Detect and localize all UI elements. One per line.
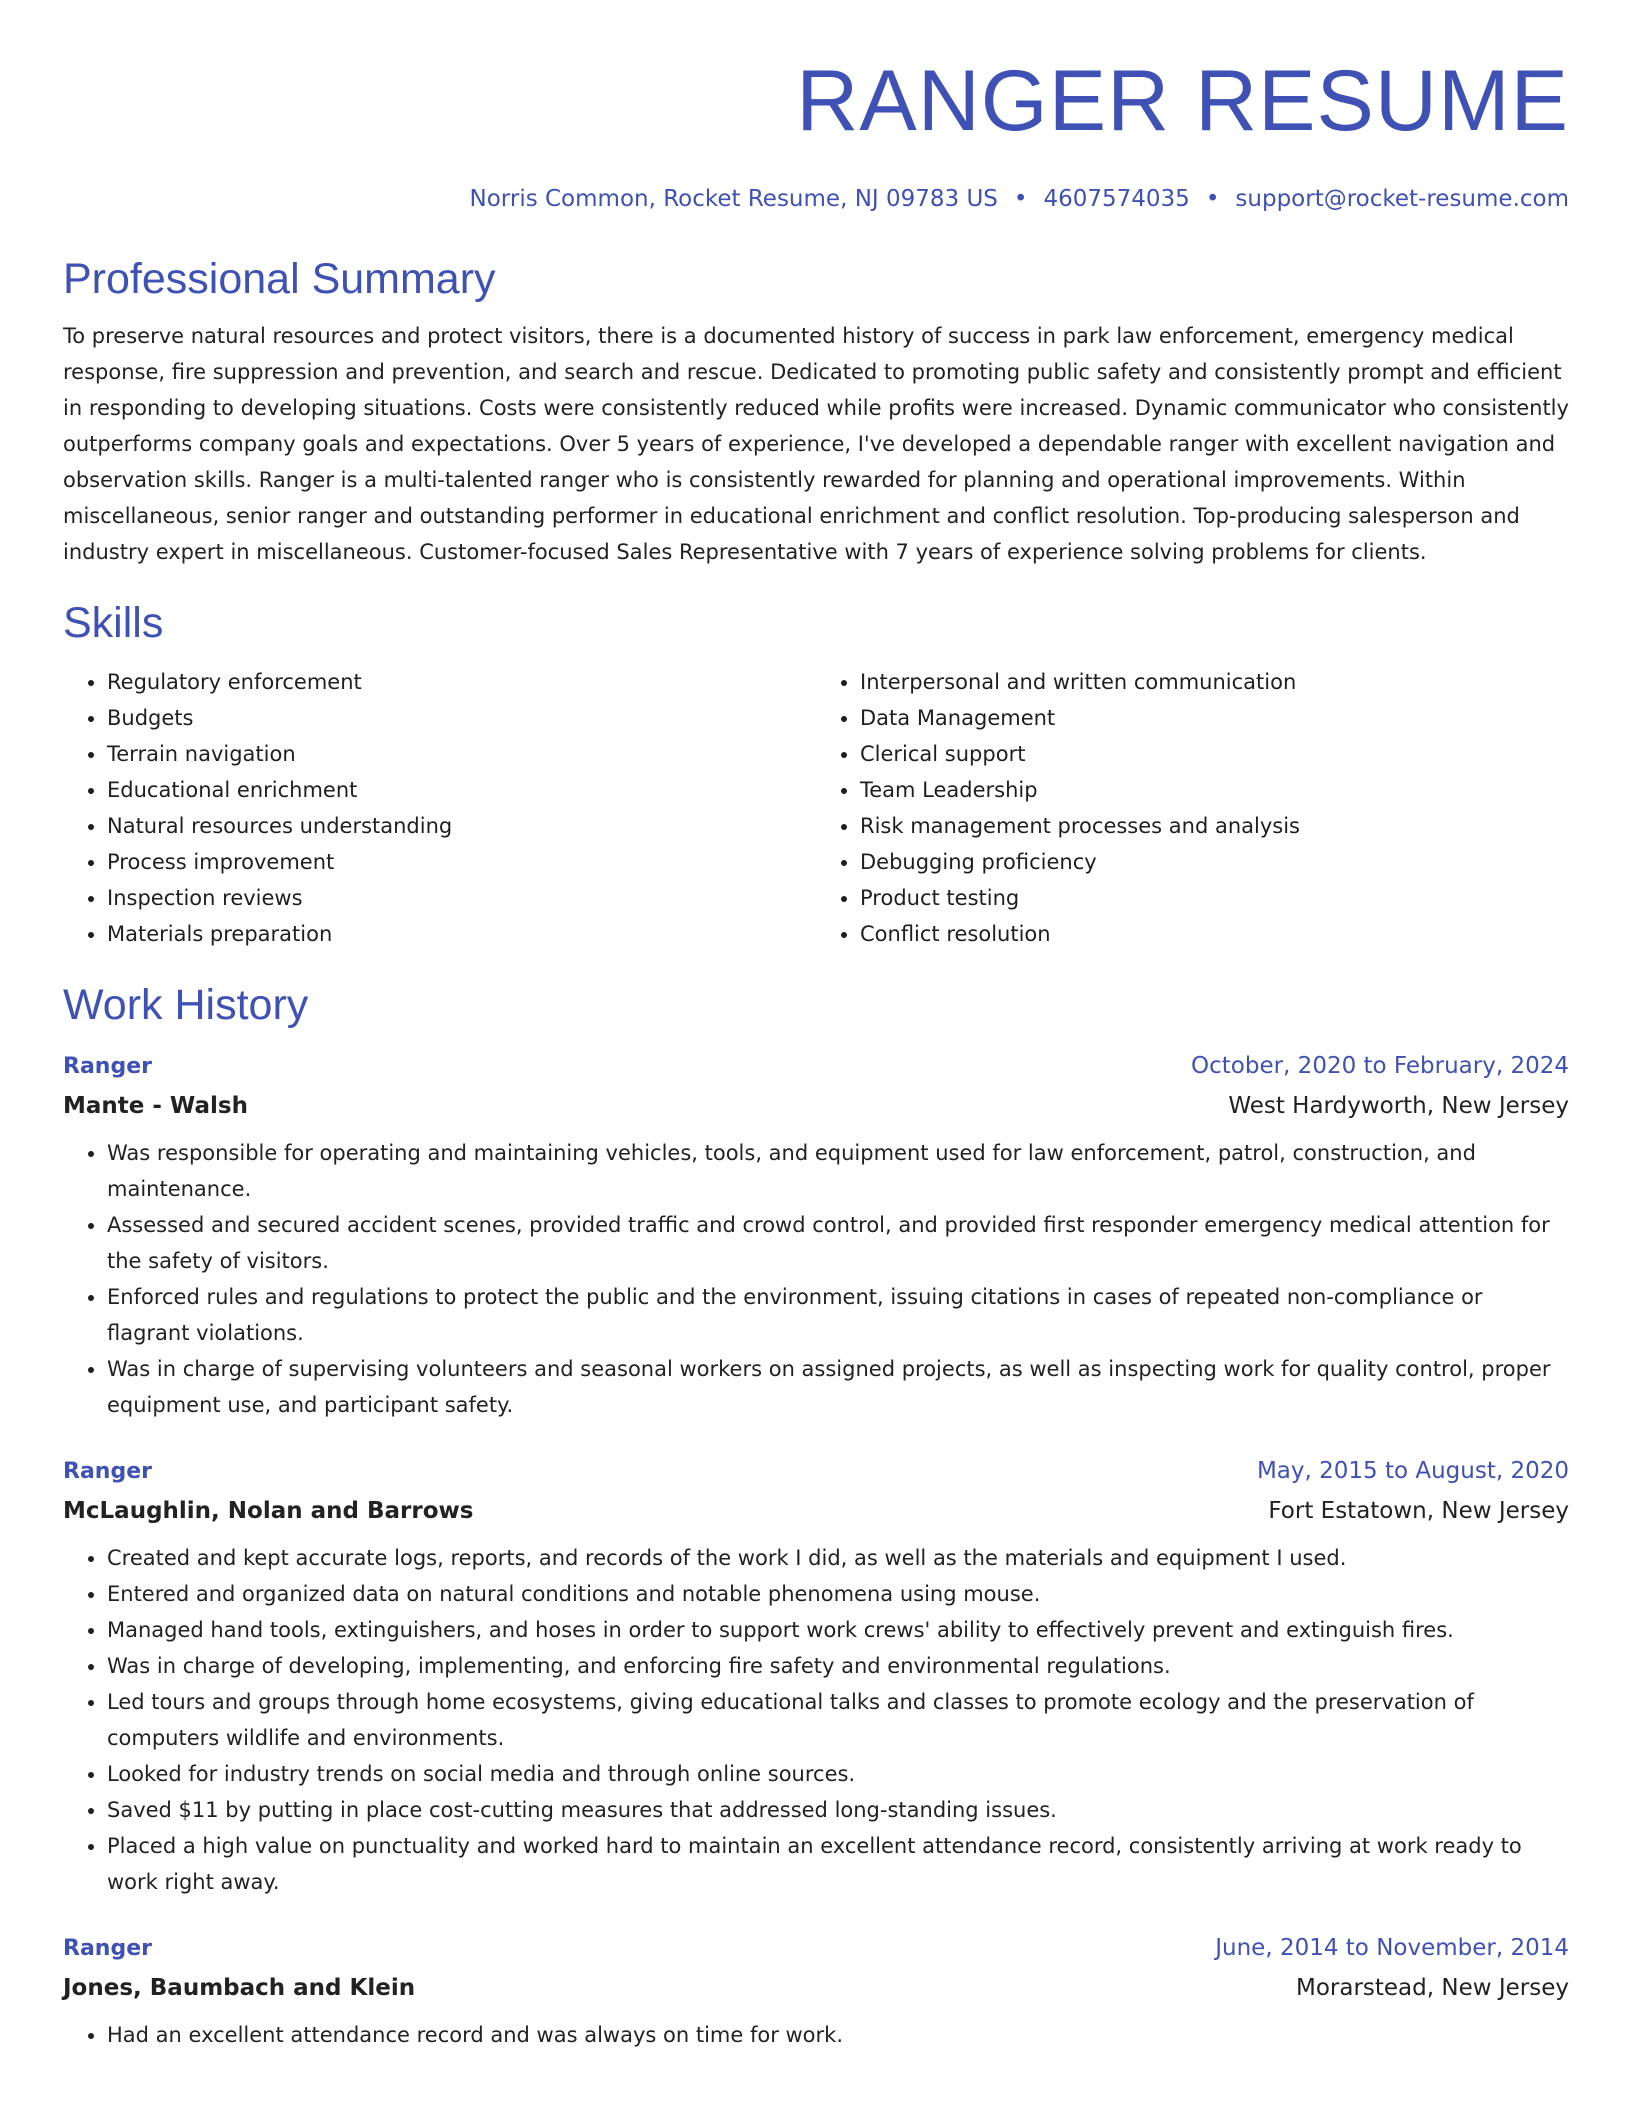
job-company-row	[63, 1490, 1569, 1532]
job-company-row	[63, 1967, 1569, 2009]
job-title: Ranger	[63, 1936, 152, 1961]
skill-item: • Team Leadership	[860, 772, 1569, 808]
job-bullet: • Placed a high value on punctuality and worked hard to maintain an excellent attendance record, consistently arriving at work ready to work right away.	[107, 1828, 1569, 1900]
resume-name: RANGER RESUME	[796, 53, 1569, 149]
contact-separator: •	[1205, 186, 1220, 212]
skill-item: • Process improvement	[107, 844, 816, 880]
job-bullets	[63, 1540, 1569, 1900]
job-bullet: • Assessed and secured accident scenes, provided traffic and crowd control, and provided first responder emergency medical attention for the safety of visitors.	[107, 1207, 1569, 1279]
skill-item: • Budgets	[107, 700, 816, 736]
skill-item: • Conflict resolution	[860, 916, 1569, 952]
job-title-row	[63, 1453, 1569, 1490]
job-dates: October, 2020 to February, 2024	[1191, 1053, 1569, 1079]
resume-header	[63, 52, 1569, 214]
skill-item: • Debugging proficiency	[860, 844, 1569, 880]
skill-item: • Risk management processes and analysis	[860, 808, 1569, 844]
job-dates: May, 2015 to August, 2020	[1256, 1458, 1569, 1484]
summary-heading: Professional Summary	[63, 255, 496, 303]
job-bullet: • Saved $11 by putting in place cost-cutting measures that addressed long-standing issues.	[107, 1792, 1569, 1828]
job-company-row	[63, 1085, 1569, 1127]
job-bullet: • Led tours and groups through home ecosystems, giving educational talks and classes to promote ecology and the preservation of computers wildlife and environments.	[107, 1684, 1569, 1756]
skill-item: • Interpersonal and written communication	[860, 664, 1569, 700]
job-bullets	[63, 1135, 1569, 1423]
skill-item: • Inspection reviews	[107, 880, 816, 916]
job-bullet: • Entered and organized data on natural conditions and notable phenomena using mouse.	[107, 1576, 1569, 1612]
skill-item: • Educational enrichment	[107, 772, 816, 808]
contact-address: Norris Common, Rocket Resume, NJ 09783 US	[469, 186, 998, 212]
job-location: Fort Estatown, New Jersey	[1268, 1498, 1569, 1524]
job-location: West Hardyworth, New Jersey	[1228, 1093, 1569, 1119]
skills-list-left	[63, 664, 816, 952]
contact-phone: 4607574035	[1043, 186, 1190, 212]
contact-email: support@rocket-resume.com	[1235, 186, 1569, 212]
job-title-row	[63, 1930, 1569, 1967]
job-bullet: • Created and kept accurate logs, reports, and records of the work I did, as well as the materials and equipment I used.	[107, 1540, 1569, 1576]
job-entry	[63, 1048, 1569, 1423]
skill-item: • Clerical support	[860, 736, 1569, 772]
job-company: McLaughlin, Nolan and Barrows	[63, 1498, 474, 1524]
job-entry	[63, 1453, 1569, 1900]
job-bullet: • Had an excellent attendance record and was always on time for work.	[107, 2017, 1569, 2053]
job-bullets	[63, 2017, 1569, 2053]
job-bullet: • Was responsible for operating and maintaining vehicles, tools, and equipment used for law enforcement, patrol, construction, and maintenance.	[107, 1135, 1569, 1207]
job-entry	[63, 1930, 1569, 2053]
job-bullet: • Was in charge of supervising volunteers and seasonal workers on assigned projects, as well as inspecting work for quality control, proper equipment use, and participant safety.	[107, 1351, 1569, 1423]
job-bullet: • Looked for industry trends on social media and through online sources.	[107, 1756, 1569, 1792]
skill-item: • Product testing	[860, 880, 1569, 916]
skill-item: • Regulatory enforcement	[107, 664, 816, 700]
job-bullet: • Managed hand tools, extinguishers, and hoses in order to support work crews' ability to effectively prevent and extinguish fires.	[107, 1612, 1569, 1648]
job-dates: June, 2014 to November, 2014	[1215, 1935, 1569, 1961]
job-company: Jones, Baumbach and Klein	[63, 1975, 416, 2001]
skill-item: • Materials preparation	[107, 916, 816, 952]
work-history-heading: Work History	[63, 981, 309, 1029]
skills-columns	[63, 664, 1569, 952]
job-title-row	[63, 1048, 1569, 1085]
job-title: Ranger	[63, 1459, 152, 1484]
contact-line	[63, 184, 1569, 214]
summary-text: To preserve natural resources and protect visitors, there is a documented history of success in park law enforcement, emergency medical response, fire suppression and prevention, and search and rescue. Dedicated to promoting public safety and consistently prompt and efficient in responding to developing situations. Costs were consistently reduced while profits were increased. Dynamic communicator who consistently outperforms company goals and expectations. Over 5 years of experience, I've developed a dependable ranger with excellent navigation and observation skills. Ranger is a multi-talented ranger who is consistently rewarded for planning and operational improvements. Within miscellaneous, senior ranger and outstanding performer in educational enrichment and conflict resolution. Top-producing salesperson and industry expert in miscellaneous. Customer-focused Sales Representative with 7 years of experience solving problems for clients.	[63, 324, 1569, 564]
skill-item: • Data Management	[860, 700, 1569, 736]
skills-heading: Skills	[63, 599, 164, 647]
skill-item: • Terrain navigation	[107, 736, 816, 772]
job-location: Morarstead, New Jersey	[1295, 1975, 1569, 2001]
contact-separator: •	[1013, 186, 1028, 212]
job-title: Ranger	[63, 1054, 152, 1079]
job-company: Mante - Walsh	[63, 1093, 248, 1119]
skill-item: • Natural resources understanding	[107, 808, 816, 844]
job-bullet: • Enforced rules and regulations to protect the public and the environment, issuing citations in cases of repeated non-compliance or flagrant violations.	[107, 1279, 1569, 1351]
job-bullet: • Was in charge of developing, implementing, and enforcing fire safety and environmental regulations.	[107, 1648, 1569, 1684]
skills-list-right	[816, 664, 1569, 952]
